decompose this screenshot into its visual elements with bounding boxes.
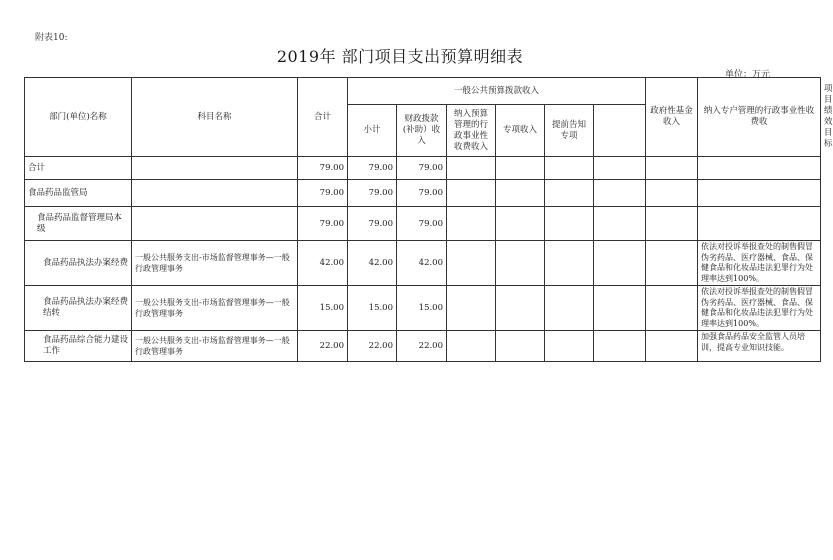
empty-cell xyxy=(646,286,698,331)
row-subject: 一般公共服务支出-市场监督管理事务—一般行政管理事务 xyxy=(132,241,298,286)
header-row-1: 部门(单位)名称 科目名称 合计 一般公共预算拨款收入 政府性基金收入 纳入专户管理的行政事业性收费收 项目绩效目标 xyxy=(25,78,821,105)
empty-cell xyxy=(594,286,646,331)
row-goal: 依法对投诉举报查处的制售假冒伪劣药品、医疗器械、食品、保健食品和化妆品违法犯罪行为处理率达到100%。 xyxy=(698,241,821,286)
empty-cell xyxy=(646,207,698,241)
empty-cell xyxy=(594,180,646,207)
row-name: 食品药品监管局 xyxy=(25,180,132,207)
row-fiscal: 79.00 xyxy=(397,157,447,180)
header-admin-fee: 纳入预算管理的行政事业性收费收入 xyxy=(447,105,496,157)
header-special: 专项收入 xyxy=(496,105,545,157)
page-title: 2019年 部门项目支出预算明细表 xyxy=(276,47,524,66)
empty-cell xyxy=(447,241,496,286)
row-name: 食品药品综合能力建设工作 xyxy=(25,331,132,362)
empty-cell xyxy=(545,241,594,286)
row-total: 15.00 xyxy=(298,286,348,331)
header-total: 合计 xyxy=(298,78,348,157)
row-total: 42.00 xyxy=(298,241,348,286)
empty-cell xyxy=(496,207,545,241)
table-row xyxy=(25,241,821,286)
empty-cell xyxy=(545,157,594,180)
row-total: 79.00 xyxy=(298,180,348,207)
row-goal: 依法对投诉举报查处的制售假冒伪劣药品、医疗器械、食品、保健食品和化妆品违法犯罪行为处理率达到100%。 xyxy=(698,286,821,331)
row-total: 79.00 xyxy=(298,157,348,180)
row-subtotal: 79.00 xyxy=(348,180,397,207)
row-total: 79.00 xyxy=(298,207,348,241)
empty-cell xyxy=(447,207,496,241)
empty-cell xyxy=(545,180,594,207)
row-goal xyxy=(698,180,821,207)
row-subject xyxy=(132,207,298,241)
row-fiscal: 79.00 xyxy=(397,180,447,207)
row-name: 食品药品执法办案经费 xyxy=(25,241,132,286)
empty-cell xyxy=(594,331,646,362)
row-name: 食品药品执法办案经费结转 xyxy=(25,286,132,331)
row-goal: 加强食品药品安全监管人员培训，提高专业知识技能。 xyxy=(698,331,821,362)
table-row xyxy=(25,207,821,241)
empty-cell xyxy=(447,157,496,180)
empty-cell xyxy=(496,241,545,286)
budget-table xyxy=(24,77,833,362)
empty-cell xyxy=(447,286,496,331)
empty-cell xyxy=(594,241,646,286)
row-subtotal: 79.00 xyxy=(348,157,397,180)
empty-cell xyxy=(545,207,594,241)
empty-cell xyxy=(496,157,545,180)
table-row xyxy=(25,180,821,207)
row-subject xyxy=(132,157,298,180)
header-advance: 提前告知专项 xyxy=(545,105,594,157)
unit-label: 单位：万元 xyxy=(724,70,770,80)
empty-cell xyxy=(496,180,545,207)
empty-cell xyxy=(646,331,698,362)
row-fiscal: 15.00 xyxy=(397,286,447,331)
header-subtotal: 小计 xyxy=(348,105,397,157)
row-fiscal: 79.00 xyxy=(397,207,447,241)
row-goal xyxy=(698,157,821,180)
empty-cell xyxy=(545,286,594,331)
empty-cell xyxy=(646,241,698,286)
row-fiscal: 42.00 xyxy=(397,241,447,286)
row-subtotal: 42.00 xyxy=(348,241,397,286)
empty-cell xyxy=(646,180,698,207)
row-fiscal: 22.00 xyxy=(397,331,447,362)
row-total: 22.00 xyxy=(298,331,348,362)
row-subject: 一般公共服务支出-市场监督管理事务—一般行政管理事务 xyxy=(132,331,298,362)
row-subject: 一般公共服务支出-市场监督管理事务—一般行政管理事务 xyxy=(132,286,298,331)
empty-cell xyxy=(447,331,496,362)
empty-cell xyxy=(496,331,545,362)
appendix-label: 附表10: xyxy=(35,33,68,43)
header-dept: 部门(单位)名称 xyxy=(25,78,132,157)
row-name: 合计 xyxy=(25,157,132,180)
row-goal xyxy=(698,207,821,241)
empty-cell xyxy=(447,180,496,207)
empty-cell xyxy=(496,286,545,331)
table-row xyxy=(25,157,821,180)
empty-cell xyxy=(594,157,646,180)
empty-cell xyxy=(545,331,594,362)
row-subtotal: 15.00 xyxy=(348,286,397,331)
table-row xyxy=(25,286,821,331)
empty-cell xyxy=(646,157,698,180)
header-fiscal: 财政拨款(补助）收入 xyxy=(397,105,447,157)
table-row xyxy=(25,331,821,362)
row-name: 食品药品监督管理局本级 xyxy=(25,207,132,241)
header-subject: 科目名称 xyxy=(132,78,298,157)
header-special-account: 纳入专户管理的行政事业性收费收 xyxy=(698,78,821,157)
row-subtotal: 79.00 xyxy=(348,207,397,241)
header-general-budget: 一般公共预算拨款收入 xyxy=(348,78,646,105)
row-subject xyxy=(132,180,298,207)
row-subtotal: 22.00 xyxy=(348,331,397,362)
empty-cell xyxy=(594,207,646,241)
header-gov-fund: 政府性基金收入 xyxy=(646,78,698,157)
